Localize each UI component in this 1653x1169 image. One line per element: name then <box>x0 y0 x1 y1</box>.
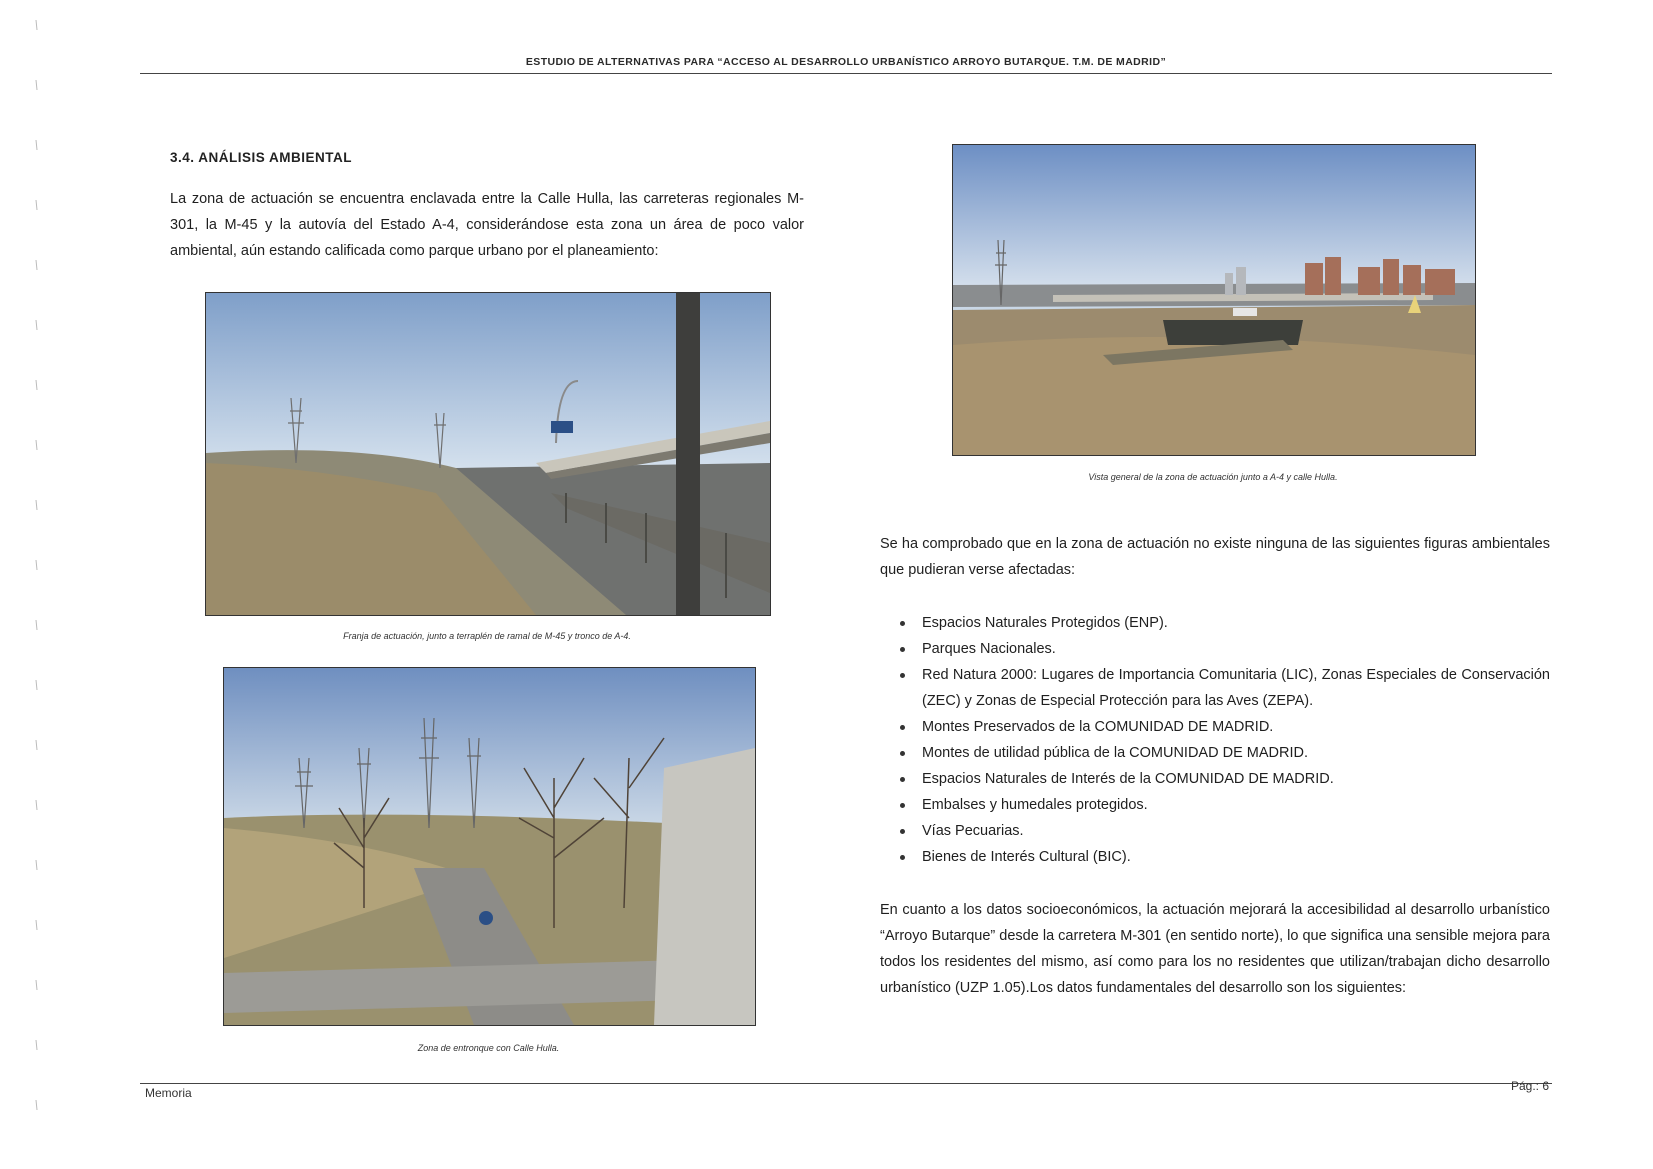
section-heading: 3.4. ANÁLISIS AMBIENTAL <box>170 150 353 165</box>
bullet-icon <box>900 855 905 860</box>
intro-paragraph: La zona de actuación se encuentra enclavada entre la Calle Hulla, las carreteras regionales M-301, la M-45 y la autovía del Estado A-4, considerándose esta zona un área de poco valor ambiental, aún estando calificada como parque urbano por el planeamiento: <box>170 191 804 259</box>
photo-calle-hulla-junction <box>223 667 756 1026</box>
socioeconomic-paragraph: En cuanto a los datos socioeconómicos, la actuación mejorará la accesibilidad al desarrollo urbanístico “Arroyo Butarque” desde la carretera M-301 (en sentido norte), lo que significa una sensible mejora para todos los residentes del mismo, así como para los no residentes que utilizan/trabajan dicho desarrollo urbanístico (UZP 1.05).Los datos fundamentales del desarrollo son los siguientes: <box>880 902 1550 996</box>
list-item <box>880 636 1550 662</box>
bullet-icon <box>900 673 905 678</box>
bullet-icon <box>900 725 905 730</box>
list-item <box>880 610 1550 636</box>
bullet-icon <box>900 647 905 652</box>
list-item-text: Vías Pecuarias. <box>922 823 1024 839</box>
photo-highway-embankment <box>205 292 771 616</box>
list-item <box>880 792 1550 818</box>
list-item <box>880 818 1550 844</box>
document-header-title: ESTUDIO DE ALTERNATIVAS PARA “ACCESO AL DESARROLLO URBANÍSTICO ARROYO BUTARQUE. T.M. DE MADRID” <box>525 56 1167 68</box>
bullet-icon <box>900 621 905 626</box>
list-item-text: Montes Preservados de la COMUNIDAD DE MADRID. <box>922 719 1274 735</box>
list-item-text: Bienes de Interés Cultural (BIC). <box>922 849 1131 865</box>
environmental-figures-list <box>880 610 1550 870</box>
list-item <box>880 662 1550 714</box>
list-item <box>880 740 1550 766</box>
list-item-text: Espacios Naturales Protegidos (ENP). <box>922 615 1168 631</box>
list-item <box>880 714 1550 740</box>
page-number: Pág.: 6 <box>1510 1079 1549 1093</box>
list-item-text: Montes de utilidad pública de la COMUNIDAD DE MADRID. <box>922 745 1308 761</box>
list-item-text: Espacios Naturales de Interés de la COMUNIDAD DE MADRID. <box>922 771 1334 787</box>
environmental-figures-intro: Se ha comprobado que en la zona de actuación no existe ninguna de las siguientes figuras ambientales que pudieran verse afectadas: <box>880 536 1550 578</box>
photo-caption-2: Zona de entronque con Calle Hulla. <box>417 1043 560 1053</box>
footer-document-section: Memoria <box>145 1086 192 1100</box>
bullet-icon <box>900 751 905 756</box>
photo-caption-1: Franja de actuación, junto a terraplén de ramal de M-45 y tronco de A-4. <box>343 631 631 641</box>
photo-general-view <box>952 144 1476 456</box>
list-item <box>880 766 1550 792</box>
bullet-icon <box>900 829 905 834</box>
footer-divider <box>140 1083 1552 1084</box>
header-divider <box>140 73 1552 74</box>
photo-caption-3: Vista general de la zona de actuación junto a A-4 y calle Hulla. <box>1088 472 1338 482</box>
list-item <box>880 844 1550 870</box>
list-item-text: Parques Nacionales. <box>922 641 1056 657</box>
scan-margin-marks <box>30 0 44 1169</box>
list-item-text: Embalses y humedales protegidos. <box>922 797 1148 813</box>
bullet-icon <box>900 803 905 808</box>
list-item-text: Red Natura 2000: Lugares de Importancia Comunitaria (LIC), Zonas Especiales de Conservación (ZEC) y Zonas de Especial Protección para las Aves (ZEPA). <box>922 667 1550 709</box>
bullet-icon <box>900 777 905 782</box>
